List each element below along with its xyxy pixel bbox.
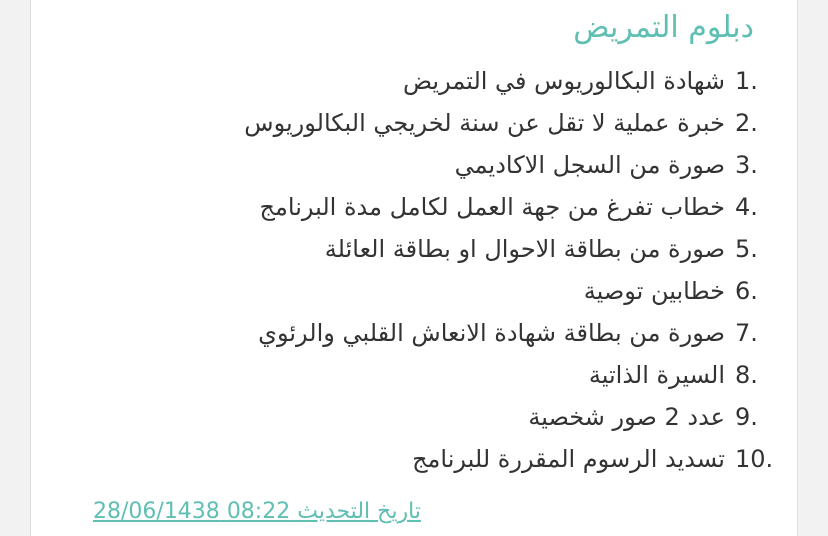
requirement-text: خطابين توصية bbox=[583, 277, 725, 305]
requirement-item-8 bbox=[244, 354, 758, 396]
requirement-number: 10. bbox=[735, 445, 774, 473]
requirement-text: خطاب تفرغ من جهة العمل لكامل مدة البرنامج bbox=[259, 193, 725, 221]
requirement-item-5 bbox=[244, 228, 758, 270]
requirement-number: 8. bbox=[735, 361, 758, 389]
requirement-item-10 bbox=[244, 438, 774, 480]
requirement-item-6 bbox=[244, 270, 758, 312]
section-title: دبلوم التمريض bbox=[573, 10, 754, 45]
requirement-number: 9. bbox=[735, 403, 758, 431]
requirement-text: صورة من بطاقة شهادة الانعاش القلبي والرئوي bbox=[258, 319, 725, 347]
requirement-text: صورة من السجل الاكاديمي bbox=[454, 151, 725, 179]
requirement-number: 2. bbox=[735, 109, 758, 137]
requirement-text: تسديد الرسوم المقررة للبرنامج bbox=[412, 445, 725, 473]
requirement-number: 4. bbox=[735, 193, 758, 221]
requirement-item-7 bbox=[244, 312, 758, 354]
requirement-text: السيرة الذاتية bbox=[588, 361, 725, 389]
requirement-number: 3. bbox=[735, 151, 758, 179]
requirement-text: صورة من بطاقة الاحوال او بطاقة العائلة bbox=[324, 235, 725, 263]
requirement-item-1 bbox=[244, 60, 758, 102]
requirement-item-9 bbox=[244, 396, 758, 438]
requirement-number: 7. bbox=[735, 319, 758, 347]
requirement-item-4 bbox=[244, 186, 758, 228]
requirement-text: خبرة عملية لا تقل عن سنة لخريجي البكالوريوس bbox=[244, 109, 725, 137]
requirement-item-2 bbox=[244, 102, 758, 144]
last-updated-link[interactable]: تاريخ التحديث 08:22 28/06/1438 bbox=[93, 499, 421, 524]
requirements-list bbox=[244, 60, 774, 480]
requirement-number: 1. bbox=[735, 67, 758, 95]
requirement-number: 6. bbox=[735, 277, 758, 305]
requirement-number: 5. bbox=[735, 235, 758, 263]
content-card bbox=[30, 0, 798, 536]
requirement-text: شهادة البكالوريوس في التمريض bbox=[403, 67, 725, 95]
requirement-text: عدد 2 صور شخصية bbox=[528, 403, 725, 431]
requirement-item-3 bbox=[244, 144, 758, 186]
